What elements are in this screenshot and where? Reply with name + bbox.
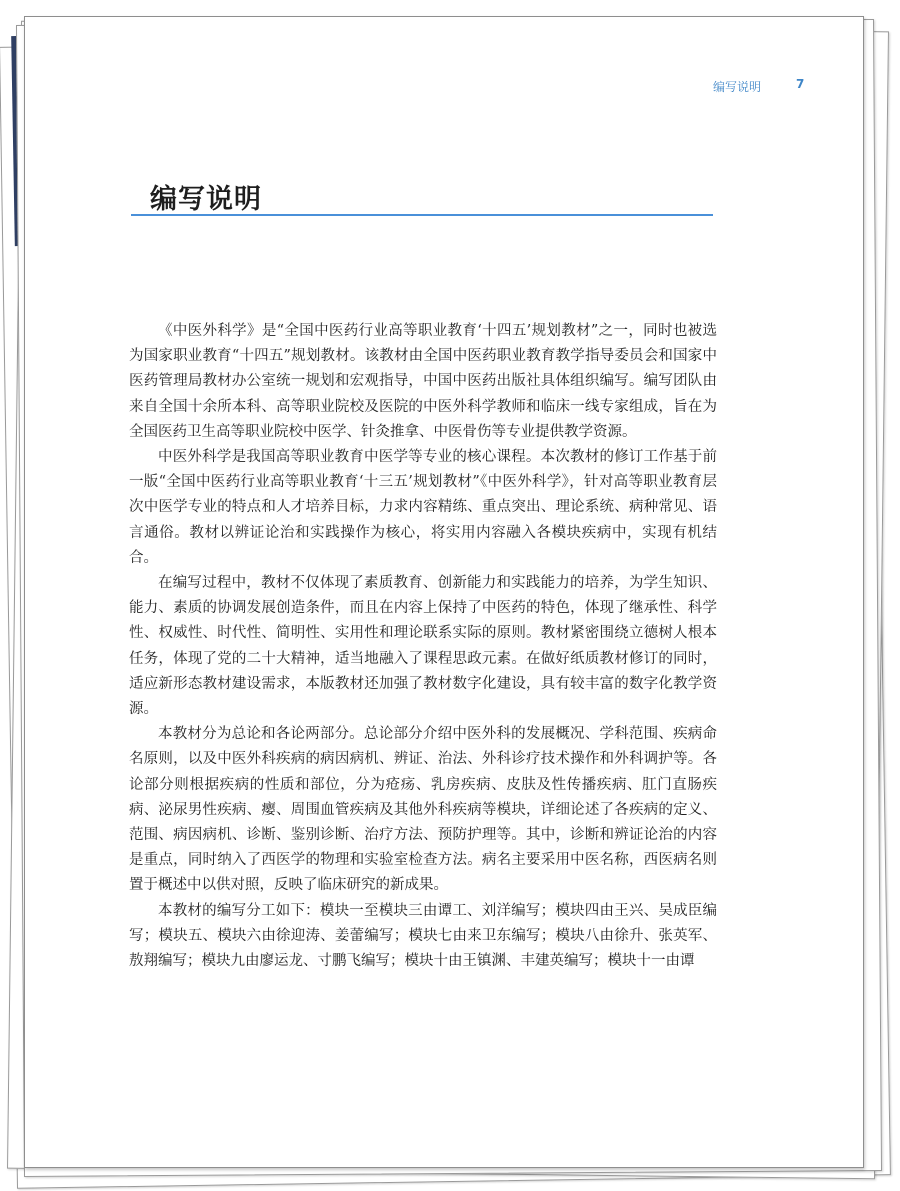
page-number: 7 <box>796 77 805 91</box>
body-text <box>129 319 717 974</box>
paragraph: 中医外科学是我国高等职业教育中医学等专业的核心课程。本次教材的修订工作基于前一版“全国中医药行业高等职业教育‘十三五’规划教材”《中医外科学》，针对高等职业教育层次中医学专业的特点和人才培养目标，力求内容精练、重点突出、理论系统、病种常见、语言通俗。教材以辨证论治和实践操作为核心，将实用内容融入各模块疾病中，实现有机结合。 <box>129 449 717 566</box>
paragraph: 在编写过程中，教材不仅体现了素质教育、创新能力和实践能力的培养，为学生知识、能力、素质的协调发展创造条件，而且在内容上保持了中医药的特色，体现了继承性、科学性、权威性、时代性、简明性、实用性和理论联系实际的原则。教材紧密围绕立德树人根本任务，体现了党的二十大精神，适当地融入了课程思政元素。在做好纸质教材修订的同时，适应新形态教材建设需求，本版教材还加强了教材数字化建设，具有较丰富的数字化教学资源。 <box>129 575 717 718</box>
paragraph: 《中医外科学》是“全国中医药行业高等职业教育‘十四五’规划教材”之一，同时也被选为国家职业教育“十四五”规划教材。该教材由全国中医药职业教育教学指导委员会和国家中医药管理局教材办公室统一规划和宏观指导，中国中医药出版社具体组织编写。编写团队由来自全国十余所本科、高等职业院校及医院的中医外科学教师和临床一线专家组成，旨在为全国医药卫生高等职业院校中医学、针灸推拿、中医骨伤等专业提供教学资源。 <box>129 323 717 440</box>
paragraph: 本教材的编写分工如下：模块一至模块三由谭工、刘洋编写；模块四由王兴、吴成臣编写；模块五、模块六由徐迎涛、姜蕾编写；模块七由来卫东编写；模块八由徐升、张英军、敖翔编写；模块九由廖运龙、寸鹏飞编写；模块十由王镇渊、丰建英编写；模块十一由谭 <box>129 902 717 970</box>
title-underline <box>131 214 713 216</box>
page-title: 编写说明 <box>150 184 262 215</box>
paragraph: 本教材分为总论和各论两部分。总论部分介绍中医外科的发展概况、学科范围、疾病命名原则，以及中医外科疾病的病因病机、辨证、治法、外科诊疗技术操作和外科调护等。各论部分则根据疾病的性质和部位，分为疮疡、乳房疾病、皮肤及性传播疾病、肛门直肠疾病、泌尿男性疾病、瘿、周围血管疾病及其他外科疾病等模块，详细论述了各疾病的定义、范围、病因病机、诊断、鉴别诊断、治疗方法、预防护理等。其中，诊断和辨证论治的内容是重点，同时纳入了西医学的物理和实验室检查方法。病名主要采用中医名称，西医病名则置于概述中以供对照，反映了临床研究的新成果。 <box>129 726 717 894</box>
running-header: 编写说明 <box>713 80 762 94</box>
document-page <box>24 16 864 1168</box>
